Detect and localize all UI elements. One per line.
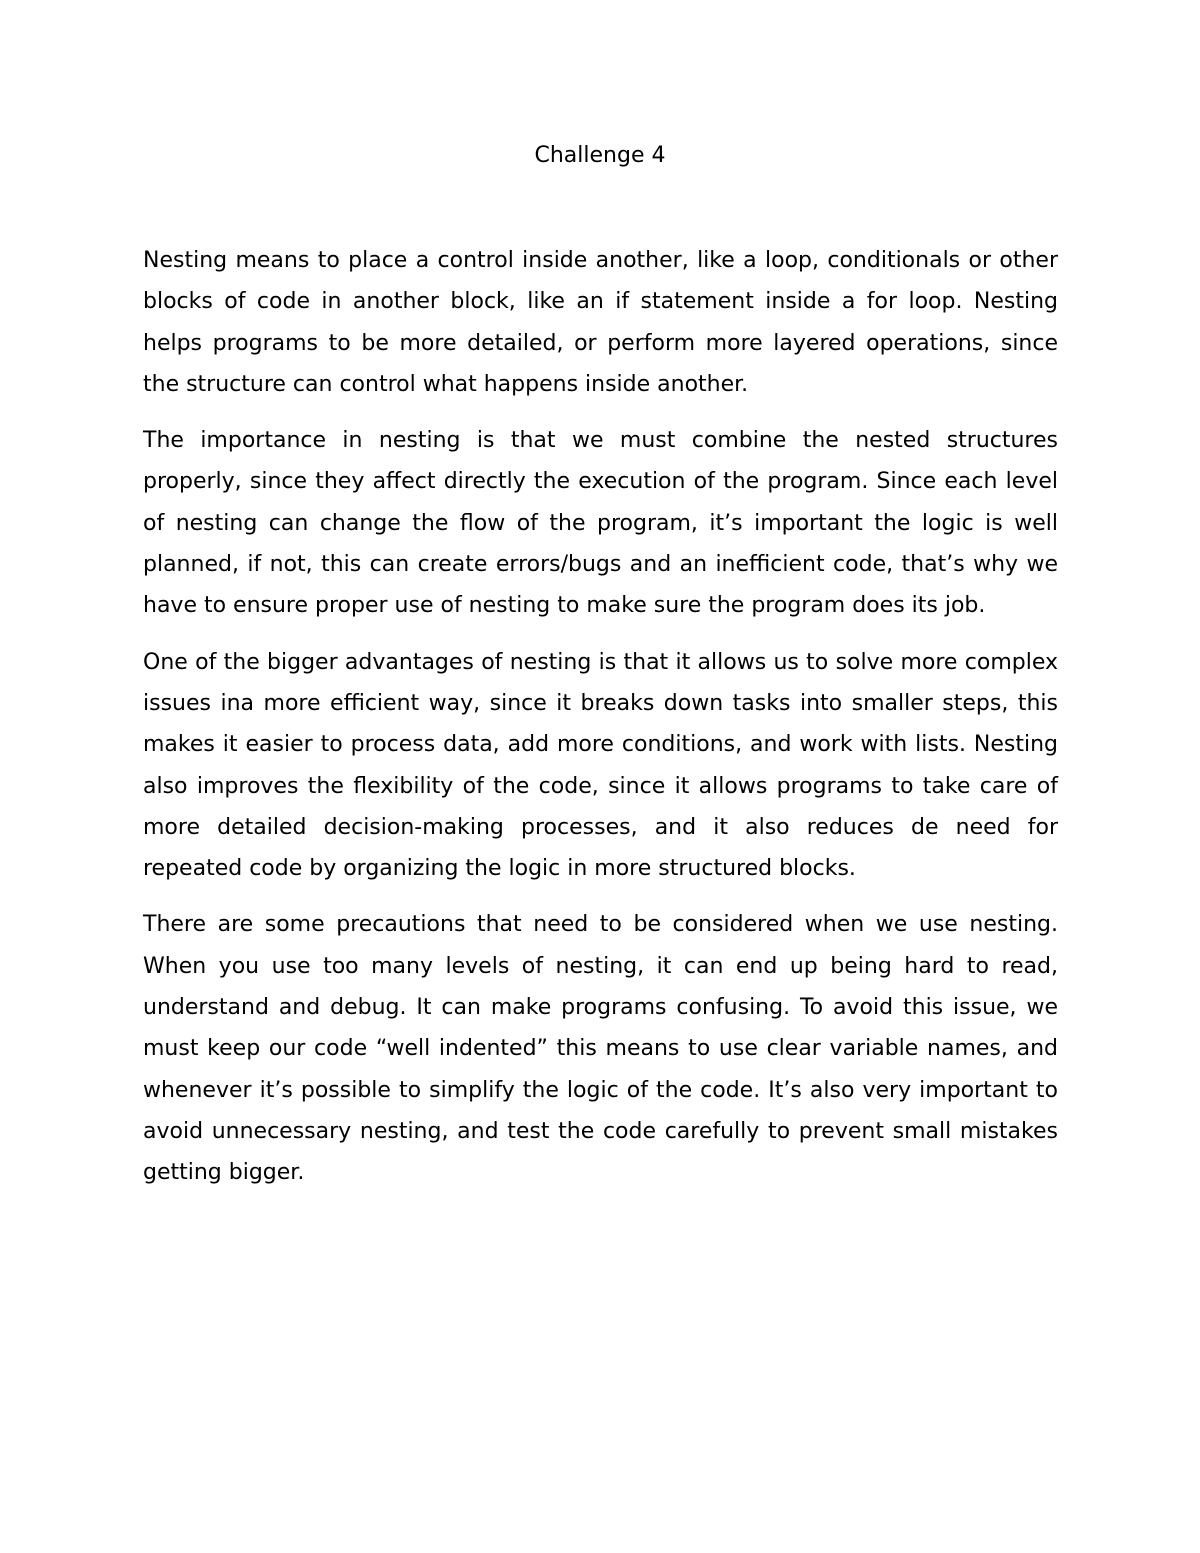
paragraph-1: Nesting means to place a control inside another, like a loop, conditionals or other blocks of code in another block, like an if statement inside a for loop. Nesting helps programs to be more detailed, or perform more layered operations, since the structure can control what happens inside another.	[143, 248, 1058, 397]
paragraph-2: The importance in nesting is that we must combine the nested structures properly, since they affect directly the execution of the program. Since each level of nesting can change the flow of the program, it’s important the logic is well planned, if not, this can create errors/bugs and an inefficient code, that’s why we have to ensure proper use of nesting to make sure the program does its job.	[143, 428, 1058, 619]
document-body	[143, 240, 1058, 1209]
document-title: Challenge 4	[534, 143, 666, 168]
paragraph-4: There are some precautions that need to be considered when we use nesting. When you use too many levels of nesting, it can end up being hard to read, understand and debug. It can make programs confusing. To avoid this issue, we must keep our code “well indented” this means to use clear variable names, and whenever it’s possible to simplify the logic of the code. It’s also very important to avoid unnecessary nesting, and test the code carefully to prevent small mistakes getting bigger.	[143, 912, 1058, 1186]
paragraph-3: One of the bigger advantages of nesting is that it allows us to solve more complex issues ina more efficient way, since it breaks down tasks into smaller steps, this makes it easier to process data, add more conditions, and work with lists. Nesting also improves the flexibility of the code, since it allows programs to take care of more detailed decision-making processes, and it also reduces de need for repeated code by organizing the logic in more structured blocks.	[143, 649, 1058, 882]
